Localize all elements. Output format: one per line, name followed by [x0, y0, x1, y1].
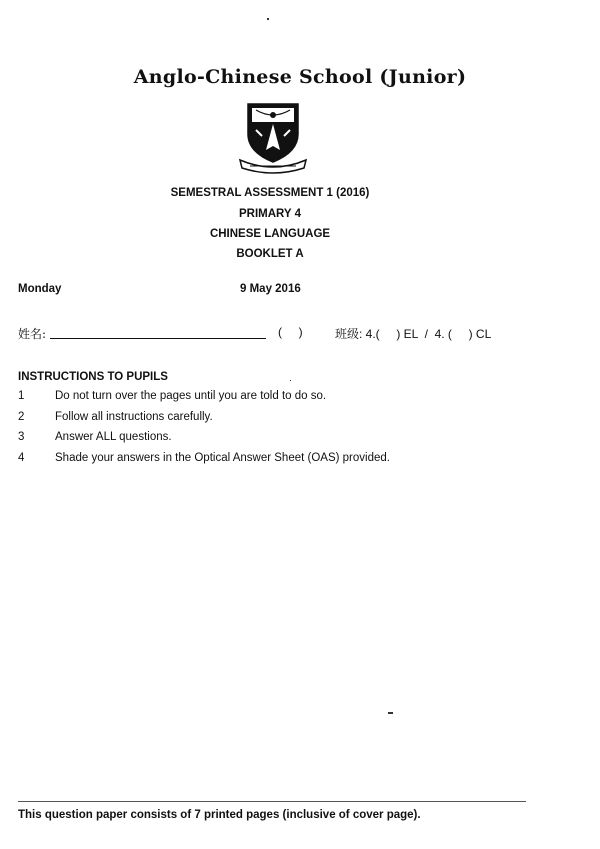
subject-title: CHINESE LANGUAGE: [209, 228, 331, 240]
index-number-field[interactable]: ( ): [278, 325, 303, 339]
page-count-note: This question paper consists of 7 printed pages (inclusive of cover page).: [18, 809, 421, 821]
scan-speck: [290, 380, 291, 381]
level-title: PRIMARY 4: [239, 208, 301, 220]
school-name: Anglo-Chinese School (Junior): [133, 66, 467, 88]
booklet-title: BOOKLET A: [236, 248, 304, 260]
instruction-text: Do not turn over the pages until you are told to do so.: [55, 390, 327, 402]
instructions-title: INSTRUCTIONS TO PUPILS: [18, 371, 168, 383]
school-crest-icon: [236, 100, 310, 174]
name-field[interactable]: [18, 325, 303, 342]
name-label: 姓名:: [18, 327, 47, 341]
scan-speck: [388, 712, 393, 714]
instruction-text: Follow all instructions carefully.: [55, 411, 213, 423]
scan-speck: [267, 18, 269, 20]
exam-date: 9 May 2016: [240, 283, 301, 295]
instruction-text: Shade your answers in the Optical Answer Sheet (OAS) provided.: [55, 452, 390, 464]
instruction-number: 2: [18, 411, 25, 423]
instruction-number: 1: [18, 390, 25, 402]
class-field[interactable]: 班级: 4.( ) EL / 4. ( ) CL: [335, 327, 492, 341]
instruction-number: 3: [18, 431, 25, 443]
exam-day: Monday: [18, 283, 62, 295]
assessment-title: SEMESTRAL ASSESSMENT 1 (2016): [170, 187, 370, 199]
name-underline: [50, 338, 266, 339]
instruction-text: Answer ALL questions.: [55, 431, 172, 443]
footer-divider: [18, 801, 526, 802]
instruction-number: 4: [18, 452, 25, 464]
